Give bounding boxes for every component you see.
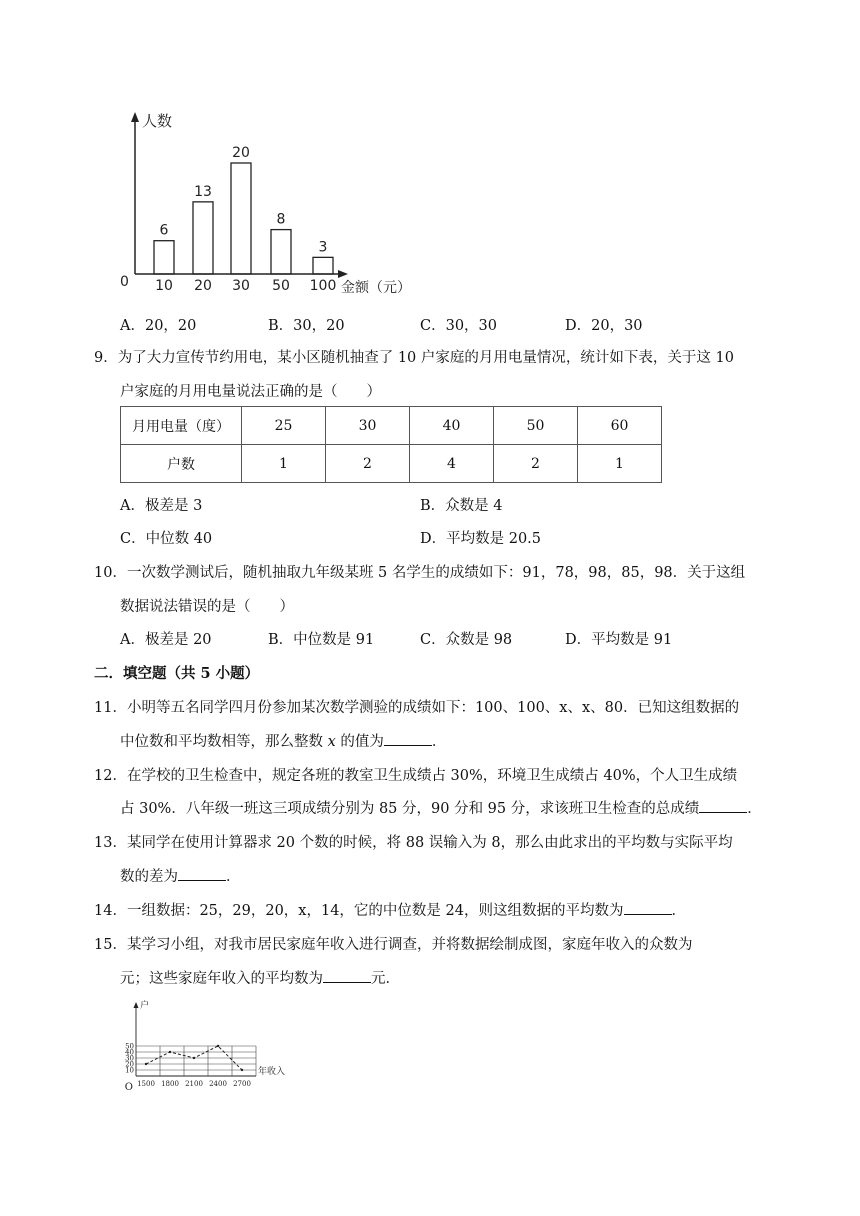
y-tick-label: 20 xyxy=(125,1060,134,1069)
q10-option-d: D．平均数是 91 xyxy=(565,632,673,648)
bar-value-label: 6 xyxy=(159,222,169,239)
bar-value-label: 13 xyxy=(194,183,212,200)
data-point xyxy=(193,1057,195,1059)
y-tick-label: 40 xyxy=(125,1048,134,1057)
section-heading: 二．填空题（共 5 小题） xyxy=(94,665,260,682)
q14-end: ． xyxy=(671,903,686,919)
table-row xyxy=(121,445,662,483)
q13-text: 数的差为 xyxy=(120,869,178,885)
x-tick-label: 2100 xyxy=(185,1080,203,1088)
q14-line1 xyxy=(94,899,686,920)
bar-value-label: 8 xyxy=(276,211,286,228)
bar xyxy=(154,241,174,274)
bar-value-label: 3 xyxy=(318,239,328,256)
y-tick-label: 30 xyxy=(125,1054,134,1063)
q14-text: 14．一组数据：25，29，20，x，14，它的中位数是 24，则这组数据的平均数为 xyxy=(94,903,624,919)
q12-end: ． xyxy=(747,801,762,817)
line-chart-income xyxy=(124,1000,304,1102)
data-point xyxy=(169,1051,171,1053)
y-axis-arrow xyxy=(131,112,139,122)
data-point xyxy=(145,1063,147,1065)
q9-line1: 9．为了大力宣传节约用电，某小区随机抽查了 10 户家庭的月用电量情况，统计如下表，关于这 10 xyxy=(94,350,734,366)
table-cell: 40 xyxy=(410,407,494,445)
table-row xyxy=(121,407,662,445)
q9-option-b: B．众数是 4 xyxy=(420,498,503,514)
y-tick-label: 50 xyxy=(125,1042,134,1051)
q12-line1: 12．在学校的卫生检查中，规定各班的教室卫生成绩占 30%，环境卫生成绩占 40%，个人卫生成绩 xyxy=(94,768,738,784)
q8-option-c: C．30，30 xyxy=(420,318,497,334)
table-cell: 1 xyxy=(578,445,662,483)
q12-text: 占 30%．八年级一班这三项成绩分别为 85 分，90 分和 95 分，求该班卫生检查的总成绩 xyxy=(120,801,700,817)
table-cell: 50 xyxy=(494,407,578,445)
x-tick-label: 2400 xyxy=(209,1080,227,1088)
y-axis-label: 户 xyxy=(140,1001,150,1011)
x-axis-label: 金额（元） xyxy=(341,280,411,296)
table-cell: 2 xyxy=(494,445,578,483)
q12-line2 xyxy=(120,797,762,818)
table-header: 月用电量（度） xyxy=(121,407,242,445)
x-tick-label: 50 xyxy=(272,278,290,294)
q13-line2 xyxy=(120,865,241,886)
bar xyxy=(313,257,333,274)
bar xyxy=(193,202,213,274)
table-cell: 25 xyxy=(242,407,326,445)
origin-label: 0 xyxy=(120,274,129,290)
q8-option-b: B．30，20 xyxy=(268,318,345,334)
x-tick-label: 100 xyxy=(309,278,337,294)
table-cell: 2 xyxy=(326,445,410,483)
q9-option-d: D．平均数是 20.5 xyxy=(420,531,542,547)
q8-option-d: D．20，30 xyxy=(565,318,643,334)
bar xyxy=(231,163,251,274)
bar-value-label: 20 xyxy=(232,145,250,161)
table-cell: 60 xyxy=(578,407,662,445)
q9-option-c: C．中位数 40 xyxy=(120,531,213,547)
origin-label: O xyxy=(124,1082,133,1093)
q9-line2: 户家庭的月用电量说法正确的是（ ） xyxy=(120,384,381,400)
q9-option-a: A．极差是 3 xyxy=(120,498,203,514)
q13-line1: 13．某同学在使用计算器求 20 个数的时候，将 88 误输入为 8，那么由此求出的平均数与实际平均 xyxy=(94,835,733,851)
x-tick-label: 20 xyxy=(194,278,212,294)
x-tick-label: 2700 xyxy=(233,1080,251,1088)
answer-blank xyxy=(323,970,371,983)
q11-end: ． xyxy=(431,734,447,750)
q10-line2: 数据说法错误的是（ ） xyxy=(120,599,294,615)
x-tick-label: 1800 xyxy=(161,1080,179,1088)
q10-option-a: A．极差是 20 xyxy=(120,632,212,648)
q11-text-a: 中位数和平均数相等，那么整数 xyxy=(120,734,323,750)
q15-end: 元． xyxy=(371,971,400,987)
x-axis-arrow xyxy=(338,270,348,278)
x-tick-label: 30 xyxy=(232,278,250,294)
q15-line1: 15．某学习小组，对我市居民家庭年收入进行调查，并将数据绘制成图，家庭年收入的众数为 xyxy=(94,937,693,953)
q15-text: 元；这些家庭年收入的平均数为 xyxy=(120,971,323,987)
x-tick-label: 10 xyxy=(155,278,173,294)
q10-line1: 10．一次数学测试后，随机抽取九年级某班 5 名学生的成绩如下：91，78，98，85，98．关于这组 xyxy=(94,565,746,581)
bar-chart-amount xyxy=(112,108,422,300)
answer-blank xyxy=(384,733,432,746)
x-tick-label: 1500 xyxy=(137,1080,155,1088)
data-point xyxy=(217,1045,219,1047)
q11-var: x xyxy=(327,734,336,750)
q10-option-c: C．众数是 98 xyxy=(420,632,513,648)
data-point xyxy=(241,1069,243,1071)
q11-text-b: 的值为 xyxy=(340,734,384,750)
table-cell: 30 xyxy=(326,407,410,445)
table-cell: 1 xyxy=(242,445,326,483)
table-header: 户数 xyxy=(121,445,242,483)
answer-blank xyxy=(699,800,747,813)
q10-option-b: B．中位数是 91 xyxy=(268,632,375,648)
q9-table xyxy=(120,406,662,483)
answer-blank xyxy=(178,868,226,881)
y-tick-label: 10 xyxy=(125,1066,134,1075)
answer-blank xyxy=(624,902,672,915)
q11-line2 xyxy=(120,730,446,751)
bar xyxy=(271,230,291,274)
q15-line2 xyxy=(120,967,400,988)
x-axis-label: 年收入 xyxy=(258,1067,286,1077)
q13-end: ． xyxy=(226,869,241,885)
y-axis-arrow xyxy=(134,1002,139,1008)
table-cell: 4 xyxy=(410,445,494,483)
q11-line1: 11．小明等五名同学四月份参加某次数学测验的成绩如下：100、100、x、x、80．已知这组数据的 xyxy=(94,700,740,716)
y-axis-label: 人数 xyxy=(142,112,173,130)
q8-option-a: A．20，20 xyxy=(120,318,197,334)
